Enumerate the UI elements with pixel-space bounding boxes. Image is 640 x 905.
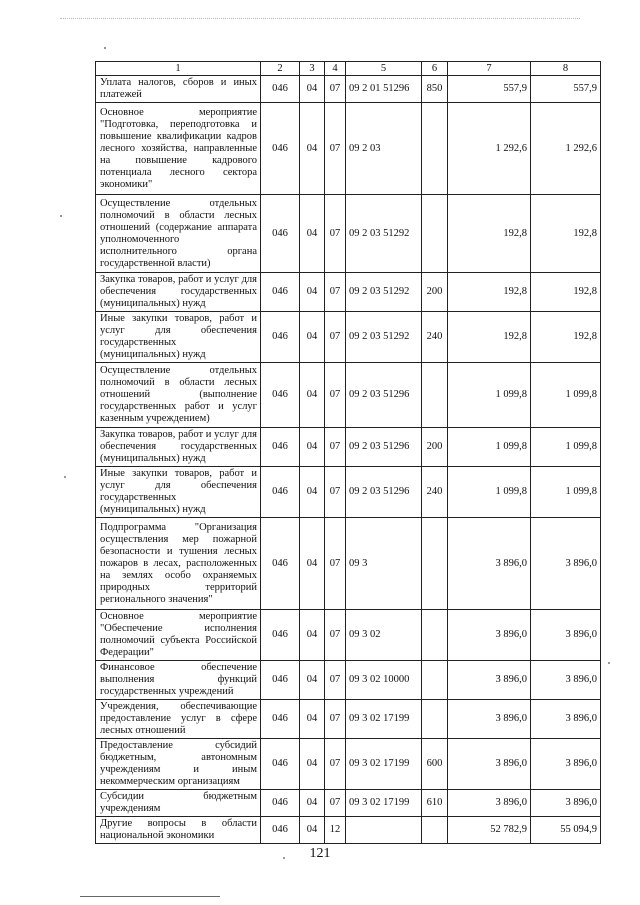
table-row (96, 195, 601, 273)
row-name-cell: Субсидии бюджетным учреждениям (96, 790, 261, 817)
ministry-code-cell: 046 (261, 195, 300, 273)
table-row (96, 428, 601, 467)
subsection-code-cell: 07 (325, 467, 346, 518)
target-article-cell: 09 3 02 (346, 610, 422, 661)
ministry-code-cell: 046 (261, 739, 300, 790)
expense-type-cell (422, 363, 448, 428)
expense-type-cell (422, 700, 448, 739)
table-row (96, 739, 601, 790)
table-row (96, 817, 601, 844)
ministry-code-cell: 046 (261, 790, 300, 817)
amount-year1-cell: 52 782,9 (448, 817, 531, 844)
expense-type-cell (422, 610, 448, 661)
section-code-cell: 04 (300, 790, 325, 817)
expense-type-cell: 610 (422, 790, 448, 817)
row-name-cell: Другие вопросы в области национальной экономики (96, 817, 261, 844)
row-name-cell: Подпрограмма "Организация осуществления мер пожарной безопасности и тушения лесных пожаров в лесах, расположенных на землях особо охраняемых природных территорий регионального значения" (96, 518, 261, 610)
expense-type-cell: 240 (422, 312, 448, 363)
subsection-code-cell: 07 (325, 363, 346, 428)
expense-type-cell: 240 (422, 467, 448, 518)
amount-year2-cell: 1 099,8 (531, 428, 601, 467)
section-code-cell: 04 (300, 817, 325, 844)
row-name-cell: Иные закупки товаров, работ и услуг для обеспечения государственных (муниципальных) нужд (96, 467, 261, 518)
row-name-cell: Иные закупки товаров, работ и услуг для обеспечения государственных (муниципальных) нужд (96, 312, 261, 363)
table-row (96, 467, 601, 518)
amount-year2-cell: 3 896,0 (531, 610, 601, 661)
amount-year1-cell: 1 099,8 (448, 428, 531, 467)
ministry-code-cell: 046 (261, 428, 300, 467)
row-name-cell: Закупка товаров, работ и услуг для обеспечения государственных (муниципальных) нужд (96, 273, 261, 312)
row-name-cell: Предоставление субсидий бюджетным, автономным учреждениям и иным некоммерческим организациям (96, 739, 261, 790)
target-article-cell: 09 2 01 51296 (346, 76, 422, 103)
row-name-cell: Закупка товаров, работ и услуг для обеспечения государственных (муниципальных) нужд (96, 428, 261, 467)
amount-year2-cell: 192,8 (531, 312, 601, 363)
table-row (96, 273, 601, 312)
ministry-code-cell: 046 (261, 273, 300, 312)
table-row (96, 790, 601, 817)
expense-type-cell: 850 (422, 76, 448, 103)
amount-year1-cell: 192,8 (448, 195, 531, 273)
subsection-code-cell: 07 (325, 312, 346, 363)
target-article-cell: 09 3 02 10000 (346, 661, 422, 700)
table-row (96, 103, 601, 195)
amount-year1-cell: 1 292,6 (448, 103, 531, 195)
section-code-cell: 04 (300, 363, 325, 428)
row-name-cell: Уплата налогов, сборов и иных платежей (96, 76, 261, 103)
subsection-code-cell: 07 (325, 76, 346, 103)
section-code-cell: 04 (300, 610, 325, 661)
row-name-cell: Учреждения, обеспечивающие предоставление услуг в сфере лесных отношений (96, 700, 261, 739)
subsection-code-cell: 07 (325, 103, 346, 195)
section-code-cell: 04 (300, 195, 325, 273)
scan-speck (60, 215, 62, 217)
amount-year1-cell: 557,9 (448, 76, 531, 103)
table-row (96, 610, 601, 661)
section-code-cell: 04 (300, 661, 325, 700)
amount-year1-cell: 3 896,0 (448, 610, 531, 661)
amount-year2-cell: 1 099,8 (531, 363, 601, 428)
amount-year2-cell: 3 896,0 (531, 700, 601, 739)
amount-year1-cell: 192,8 (448, 273, 531, 312)
target-article-cell: 09 3 02 17199 (346, 739, 422, 790)
header-cell: 8 (531, 62, 601, 76)
budget-table (95, 61, 601, 844)
amount-year1-cell: 1 099,8 (448, 467, 531, 518)
expense-type-cell: 200 (422, 273, 448, 312)
target-article-cell: 09 3 (346, 518, 422, 610)
subsection-code-cell: 07 (325, 661, 346, 700)
section-code-cell: 04 (300, 76, 325, 103)
target-article-cell: 09 2 03 51296 (346, 428, 422, 467)
scan-speck (64, 476, 66, 478)
table-body (96, 76, 601, 844)
subsection-code-cell: 12 (325, 817, 346, 844)
amount-year1-cell: 3 896,0 (448, 518, 531, 610)
subsection-code-cell: 07 (325, 739, 346, 790)
table-row (96, 312, 601, 363)
row-name-cell: Основное мероприятие "Обеспечение исполнения полномочий субъекта Российской Федерации" (96, 610, 261, 661)
amount-year2-cell: 1 099,8 (531, 467, 601, 518)
header-cell: 5 (346, 62, 422, 76)
page-number: 121 (309, 846, 331, 861)
subsection-code-cell: 07 (325, 610, 346, 661)
amount-year1-cell: 1 099,8 (448, 363, 531, 428)
header-cell: 6 (422, 62, 448, 76)
amount-year2-cell: 3 896,0 (531, 790, 601, 817)
target-article-cell: 09 2 03 51292 (346, 312, 422, 363)
subsection-code-cell: 07 (325, 195, 346, 273)
subsection-code-cell: 07 (325, 700, 346, 739)
expense-type-cell (422, 817, 448, 844)
ministry-code-cell: 046 (261, 363, 300, 428)
amount-year1-cell: 3 896,0 (448, 700, 531, 739)
section-code-cell: 04 (300, 103, 325, 195)
expense-type-cell (422, 518, 448, 610)
row-name-cell: Осуществление отдельных полномочий в области лесных отношений (содержание аппарата уполномоченного исполнительного органа государственной власти) (96, 195, 261, 273)
scan-speck (104, 47, 106, 49)
amount-year2-cell: 1 292,6 (531, 103, 601, 195)
target-article-cell: 09 2 03 51296 (346, 467, 422, 518)
ministry-code-cell: 046 (261, 103, 300, 195)
section-code-cell: 04 (300, 428, 325, 467)
section-code-cell: 04 (300, 700, 325, 739)
target-article-cell: 09 2 03 51292 (346, 195, 422, 273)
header-cell: 2 (261, 62, 300, 76)
table-row (96, 363, 601, 428)
ministry-code-cell: 046 (261, 610, 300, 661)
amount-year2-cell: 192,8 (531, 273, 601, 312)
top-edge-line (60, 18, 580, 19)
amount-year2-cell: 3 896,0 (531, 518, 601, 610)
expense-type-cell (422, 103, 448, 195)
section-code-cell: 04 (300, 312, 325, 363)
subsection-code-cell: 07 (325, 428, 346, 467)
section-code-cell: 04 (300, 739, 325, 790)
ministry-code-cell: 046 (261, 661, 300, 700)
header-cell: 3 (300, 62, 325, 76)
subsection-code-cell: 07 (325, 273, 346, 312)
amount-year1-cell: 3 896,0 (448, 661, 531, 700)
amount-year2-cell: 3 896,0 (531, 739, 601, 790)
target-article-cell (346, 817, 422, 844)
target-article-cell: 09 2 03 51296 (346, 363, 422, 428)
header-cell: 4 (325, 62, 346, 76)
amount-year2-cell: 192,8 (531, 195, 601, 273)
header-row (96, 62, 601, 76)
target-article-cell: 09 3 02 17199 (346, 790, 422, 817)
table-row (96, 518, 601, 610)
table-row (96, 76, 601, 103)
ministry-code-cell: 046 (261, 817, 300, 844)
header-cell: 7 (448, 62, 531, 76)
target-article-cell: 09 2 03 51292 (346, 273, 422, 312)
section-code-cell: 04 (300, 518, 325, 610)
row-name-cell: Осуществление отдельных полномочий в области лесных отношений (выполнение государственных работ и услуг казенным учреждением) (96, 363, 261, 428)
section-code-cell: 04 (300, 467, 325, 518)
subsection-code-cell: 07 (325, 790, 346, 817)
row-name-cell: Основное мероприятие "Подготовка, переподготовка и повышение квалификации кадров лесного хозяйства, направленные на повышение кадрового потенциала лесного сектора экономики" (96, 103, 261, 195)
ministry-code-cell: 046 (261, 518, 300, 610)
ministry-code-cell: 046 (261, 467, 300, 518)
scan-speck (608, 662, 610, 664)
amount-year1-cell: 3 896,0 (448, 739, 531, 790)
expense-type-cell (422, 661, 448, 700)
target-article-cell: 09 3 02 17199 (346, 700, 422, 739)
ministry-code-cell: 046 (261, 312, 300, 363)
ministry-code-cell: 046 (261, 700, 300, 739)
bottom-edge-line (80, 896, 220, 897)
expense-type-cell: 200 (422, 428, 448, 467)
subsection-code-cell: 07 (325, 518, 346, 610)
section-code-cell: 04 (300, 273, 325, 312)
expense-type-cell: 600 (422, 739, 448, 790)
amount-year2-cell: 55 094,9 (531, 817, 601, 844)
target-article-cell: 09 2 03 (346, 103, 422, 195)
amount-year2-cell: 557,9 (531, 76, 601, 103)
ministry-code-cell: 046 (261, 76, 300, 103)
amount-year2-cell: 3 896,0 (531, 661, 601, 700)
amount-year1-cell: 3 896,0 (448, 790, 531, 817)
table-row (96, 700, 601, 739)
table-row (96, 661, 601, 700)
amount-year1-cell: 192,8 (448, 312, 531, 363)
header-cell: 1 (96, 62, 261, 76)
row-name-cell: Финансовое обеспечение выполнения функций государственных учреждений (96, 661, 261, 700)
expense-type-cell (422, 195, 448, 273)
